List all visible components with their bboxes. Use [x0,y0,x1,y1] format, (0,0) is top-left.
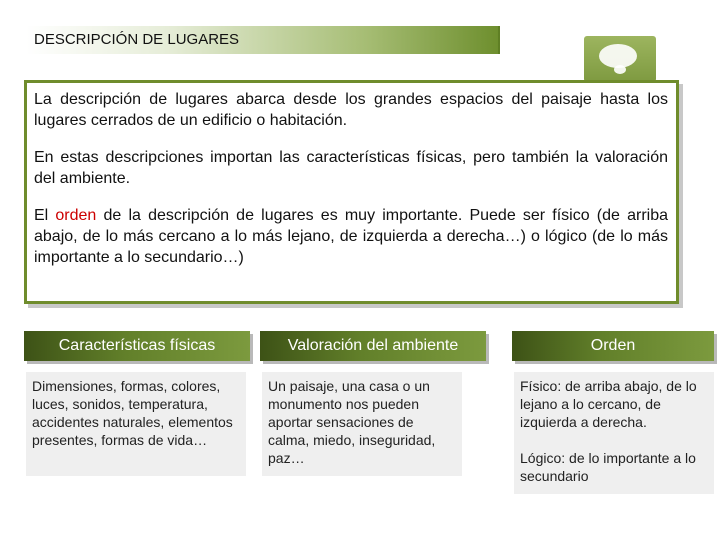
orden-fisico-text: Físico: de arriba abajo, de lo lejano a lo cercano, de izquierda a derecha. [520,378,697,430]
column-heading-valoracion: Valoración del ambiente [260,331,486,361]
title-bar [26,26,500,54]
speech-bubble-icon [584,36,656,82]
intro-paragraph-3 [34,205,668,268]
orden-logico-text: Lógico: de lo importante a lo secundario [520,450,696,484]
paragraph-3-after: de la descripción de lugares es muy importante. Puede ser físico (de arriba abajo, de lo más cercano a lo más lejano, de izquierda a derecha…) o lógico (de lo más importante a lo secundario…) [34,207,669,266]
column-body-valoracion: Un paisaje, una casa o un monumento nos pueden aportar sensaciones de calma, miedo, inseguridad, paz… [262,372,462,476]
page-title: DESCRIPCIÓN DE LUGARES [34,31,240,48]
column-heading-caracteristicas: Características físicas [24,331,250,361]
intro-box [24,80,679,304]
intro-paragraph-2: En estas descripciones importan las características físicas, pero también la valoración del ambiente. [34,149,668,187]
highlight-orden: orden [55,207,97,224]
column-body-orden [514,372,714,494]
column-body-caracteristicas: Dimensiones, formas, colores, luces, sonidos, temperatura, accidentes naturales, elementos presentes, formas de vida… [26,372,246,476]
column-heading-orden: Orden [512,331,714,361]
intro-paragraph-1: La descripción de lugares abarca desde los grandes espacios del paisaje hasta los lugares cerrados de un edificio o habitación. [34,91,668,129]
paragraph-3-before: El [34,207,56,224]
bubble-tail [614,65,626,74]
